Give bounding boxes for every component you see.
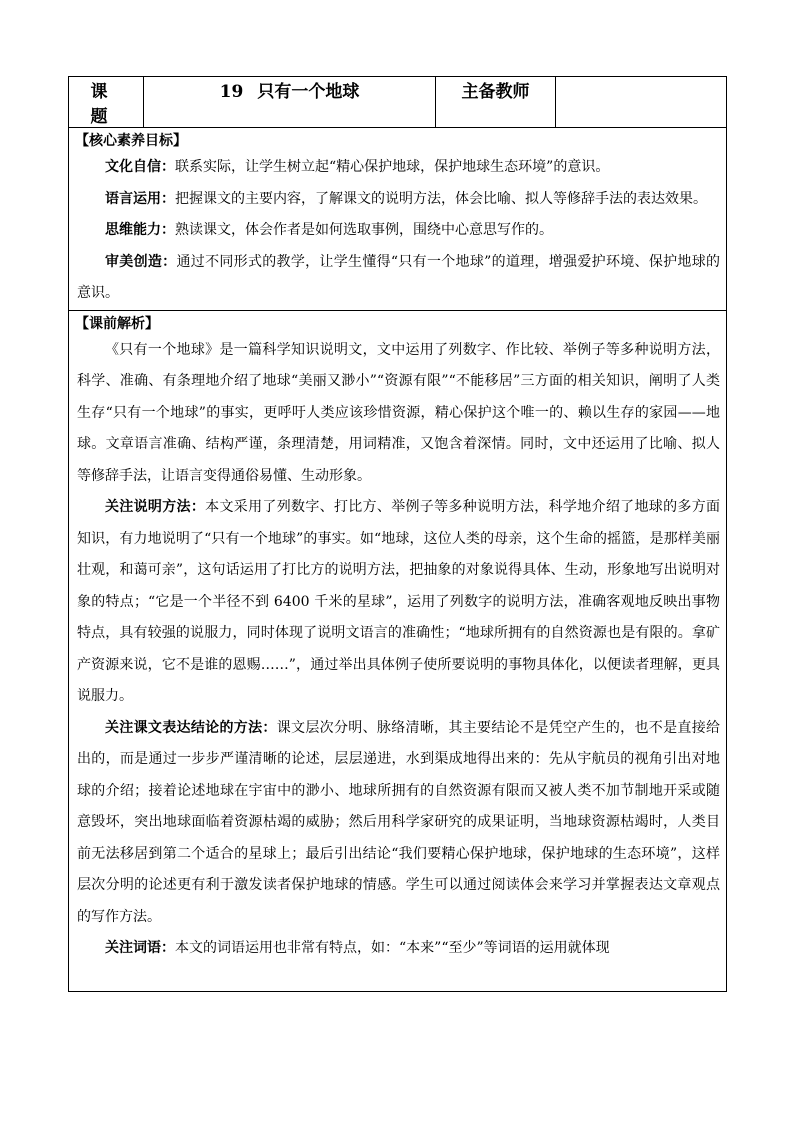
lesson-plan-sheet [68,76,726,992]
section-term: 关注说明方法： [105,499,206,515]
section-term: 关注词语： [105,940,175,956]
goals-row [69,128,727,311]
lesson-number: 19 [219,82,244,102]
goal-item [69,247,726,310]
goals-heading: 【核心素养目标】 [75,133,187,149]
goal-text: 熟读课文，体会作者是如何选取事例，围绕中心意思写作的。 [175,222,553,238]
teacher-value [556,77,727,128]
goal-term: 文化自信： [105,159,175,175]
lesson-title: 只有一个地球 [257,82,360,102]
goal-term: 审美创造： [105,253,177,270]
header-row [69,77,727,128]
analysis-row [69,310,727,991]
goal-term: 思维能力： [105,222,175,238]
section-term: 关注课文表达结论的方法： [105,719,277,736]
analysis-section [69,492,726,713]
section-text: 本文的词语运用也非常有特点，如：“本来”“至少”等词语的运用就体现 [175,940,610,956]
goal-text: 通过不同形式的教学，让学生懂得“只有一个地球”的道理，增强爱护环境、保护地球的意识。 [77,253,721,301]
goal-item [69,184,726,216]
analysis-heading: 【课前解析】 [75,315,159,332]
lesson-label: 课 题 [69,77,144,128]
goal-text: 联系实际，让学生树立起“精心保护地球，保护地球生态环境”的意识。 [175,159,610,175]
analysis-section [69,933,726,965]
goal-term: 语言运用： [105,190,175,207]
section-text: 课文层次分明、脉络清晰，其主要结论不是凭空产生的，也不是直接给出的，而是通过一步步严谨清晰的论述，层层递进，水到渠成地得出来的：先从宇航员的视角引出对地球的介绍；接着论述地球在宇宙中的渺小、地球所拥有的自然资源有限而又被人类不加节制地开采或随意毁坏，突出地球面临着资源枯竭的威胁；然后用科学家研究的成果证明，当地球资源枯竭时，人类目前无法移居到第二个适合的星球上；最后引出结论“我们要精心保护地球，保护地球的生态环境”，这样层次分明的论述更有利于激发读者保护地球的情感。学生可以通过阅读体会来学习并掌握表达文章观点的写作方法。 [77,719,721,925]
teacher-label: 主备教师 [436,77,556,128]
goal-text: 把握课文的主要内容，了解课文的说明方法，体会比喻、拟人等修辞手法的表达效果。 [175,190,707,207]
analysis-section [69,713,726,934]
lesson-title-cell [144,77,436,128]
analysis-intro: 《只有一个地球》是一篇科学知识说明文，文中运用了列数字、作比较、举例子等多种说明方法，科学、准确、有条理地介绍了地球“美丽又渺小”“资源有限”“不能移居”三方面的相关知识，阐明了人类生存“只有一个地球”的事实，更呼吁人类应该珍惜资源，精心保护这个唯一的、赖以生存的家园——地球。文章语言准确、结构严谨，条理清楚，用词精准，又饱含着深情。同时，文中还运用了比喻、拟人等修辞手法，让语言变得通俗易懂、生动形象。 [77,341,720,484]
analysis-cell [69,310,727,991]
lesson-plan-table [68,76,727,992]
goal-item [69,152,726,184]
section-text: 本文采用了列数字、打比方、举例子等多种说明方法，科学地介绍了地球的多方面知识，有力地说明了“只有一个地球”的事实。如“地球，这位人类的母亲，这个生命的摇篮，是那样美丽壮观，和蔼可亲”，这句话运用了打比方的说明方法，把抽象的对象说得具体、生动，形象地写出说明对象的特点；“它是一个半径不到 6400 千米的星球”，运用了列数字的说明方法，准确客观地反映出事物特点，具有较强的说服力，同时体现了说明文语言的准确性；“地球所拥有的自然资源也是有限的。拿矿产资源来说，它不是谁的恩赐……”，通过举出具体例子使所要说明的事物具体化，以便读者理解，更具说服力。 [77,499,721,704]
goal-item [69,215,726,247]
goals-cell [69,128,727,311]
